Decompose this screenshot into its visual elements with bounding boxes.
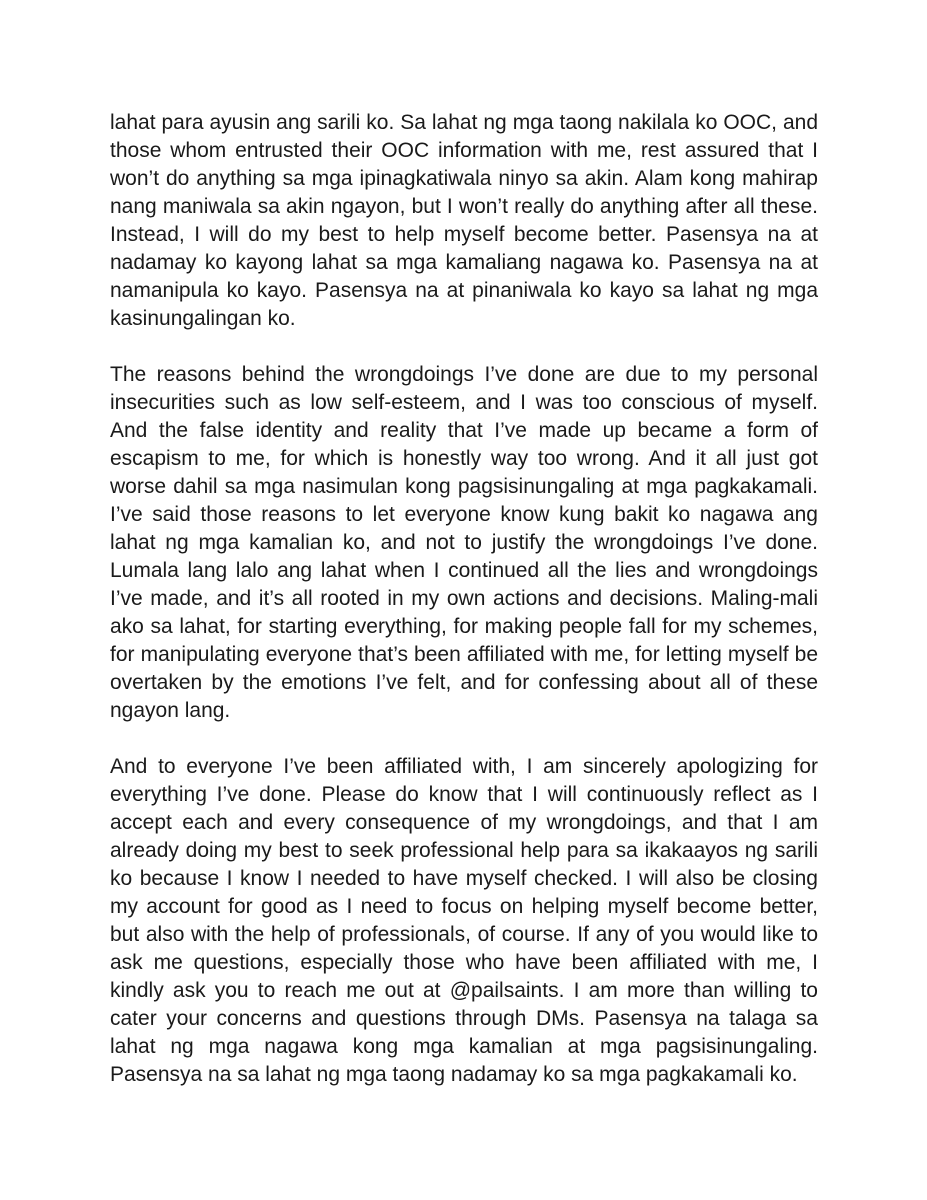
paragraph-2: The reasons behind the wrongdoings I’ve done are due to my personal insecurities such as low self-esteem, and I was too conscious of myself. And the false identity and reality that I’ve made up became a form of escapism to me, for which is honestly way too wrong. And it all just got worse dahil sa mga nasimulan kong pagsisinungaling at mga pagkakamali. I’ve said those reasons to let everyone know kung bakit ko nagawa ang lahat ng mga kamalian ko, and not to justify the wrongdoings I’ve done. Lumala lang lalo ang lahat when I continued all the lies and wrongdoings I’ve made, and it’s all rooted in my own actions and decisions. Maling-mali ako sa lahat, for starting everything, for making people fall for my schemes, for manipulating everyone that’s been affiliated with me, for letting myself be overtaken by the emotions I’ve felt, and for confessing about all of these ngayon lang. xyxy=(110,363,818,722)
paragraph-3: And to everyone I’ve been affiliated with, I am sincerely apologizing for everything I’ve done. Please do know that I will continuously reflect as I accept each and every consequence of my wrongdoings, and that I am already doing my best to seek professional help para sa ikakaayos ng sarili ko because I know I needed to have myself checked. I will also be closing my account for good as I need to focus on helping myself become better, but also with the help of professionals, of course. If any of you would like to ask me questions, especially those who have been affiliated with me, I kindly ask you to reach me out at @pailsaints. I am more than willing to cater your concerns and questions through DMs. Pasensya na talaga sa lahat ng mga nagawa kong mga kamalian at mga pagsisinungaling. Pasensya na sa lahat ng mga taong nadamay ko sa mga pagkakamali ko. xyxy=(110,755,818,1086)
document-body xyxy=(110,109,818,1089)
paragraph-1: lahat para ayusin ang sarili ko. Sa lahat ng mga taong nakilala ko OOC, and those whom entrusted their OOC information with me, rest assured that I won’t do anything sa mga ipinagkatiwala ninyo sa akin. Alam kong mahirap nang maniwala sa akin ngayon, but I won’t really do anything after all these. Instead, I will do my best to help myself become better. Pasensya na at nadamay ko kayong lahat sa mga kamaliang nagawa ko. Pasensya na at namanipula ko kayo. Pasensya na at pinaniwala ko kayo sa lahat ng mga kasinungalingan ko. xyxy=(110,111,818,330)
